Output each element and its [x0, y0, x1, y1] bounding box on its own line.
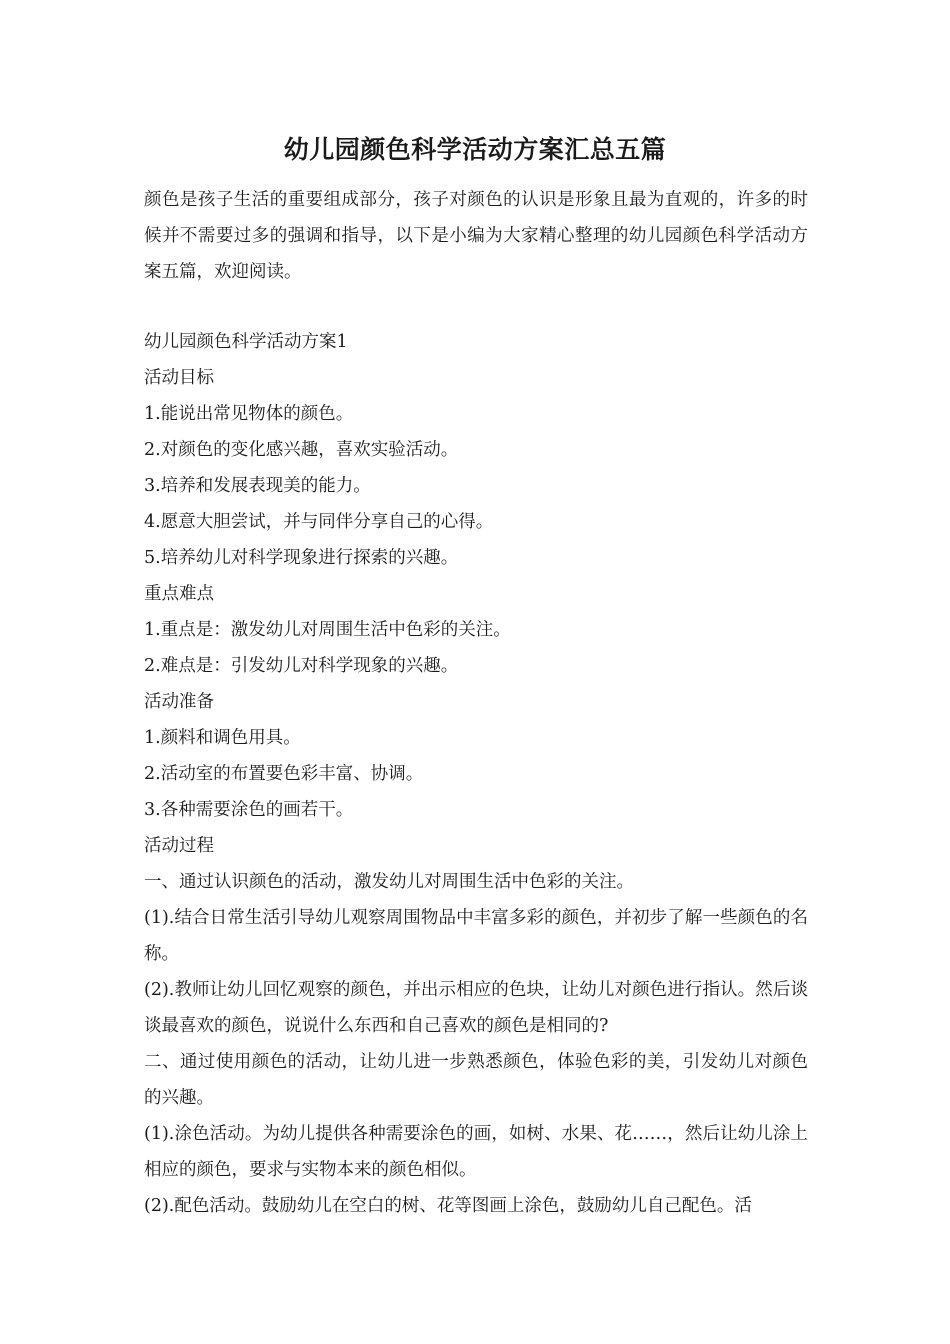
list-item: 2.活动室的布置要色彩丰富、协调。 — [144, 764, 424, 784]
list-item: 3.培养和发展表现美的能力。 — [144, 476, 371, 496]
document-title: 幼儿园颜色科学活动方案汇总五篇 — [283, 135, 667, 164]
process-paragraph: (1).涂色活动。为幼儿提供各种需要涂色的画，如树、水果、花……，然后让幼儿涂上相应的颜色，要求与实物本来的颜色相似。 — [144, 1124, 808, 1180]
subheading-key-points: 重点难点 — [144, 584, 214, 604]
list-item: 1.能说出常见物体的颜色。 — [144, 404, 354, 424]
subheading-goals: 活动目标 — [144, 368, 214, 388]
section-heading: 幼儿园颜色科学活动方案1 — [144, 332, 348, 352]
list-item: 2.对颜色的变化感兴趣，喜欢实验活动。 — [144, 440, 459, 460]
document-body — [144, 182, 808, 1224]
list-item: 5.培养幼儿对科学现象进行探索的兴趣。 — [144, 548, 459, 568]
list-item: 1.颜料和调色用具。 — [144, 728, 301, 748]
list-item: 1.重点是：激发幼儿对周围生活中色彩的关注。 — [144, 620, 511, 640]
list-item: 2.难点是：引发幼儿对科学现象的兴趣。 — [144, 656, 459, 676]
process-paragraph: (2).教师让幼儿回忆观察的颜色，并出示相应的色块，让幼儿对颜色进行指认。然后谈谈最喜欢的颜色，说说什么东西和自己喜欢的颜色是相同的? — [144, 980, 808, 1036]
subheading-preparation: 活动准备 — [144, 692, 214, 712]
process-paragraph: (2).配色活动。鼓励幼儿在空白的树、花等图画上涂色，鼓励幼儿自己配色。活 — [144, 1196, 752, 1216]
intro-paragraph: 颜色是孩子生活的重要组成部分，孩子对颜色的认识是形象且最为直观的，许多的时候并不需要过多的强调和指导，以下是小编为大家精心整理的幼儿园颜色科学活动方案五篇，欢迎阅读。 — [144, 190, 808, 282]
list-item: 4.愿意大胆尝试，并与同伴分享自己的心得。 — [144, 512, 494, 532]
subheading-process: 活动过程 — [144, 836, 214, 856]
process-step: 一、通过认识颜色的活动，激发幼儿对周围生活中色彩的关注。 — [144, 872, 634, 892]
section-plan-1 — [144, 324, 808, 1224]
process-paragraph: (1).结合日常生活引导幼儿观察周围物品中丰富多彩的颜色，并初步了解一些颜色的名称。 — [144, 908, 808, 964]
process-step: 二、通过使用颜色的活动，让幼儿进一步熟悉颜色，体验色彩的美，引发幼儿对颜色的兴趣。 — [144, 1052, 808, 1108]
list-item: 3.各种需要涂色的画若干。 — [144, 800, 354, 820]
